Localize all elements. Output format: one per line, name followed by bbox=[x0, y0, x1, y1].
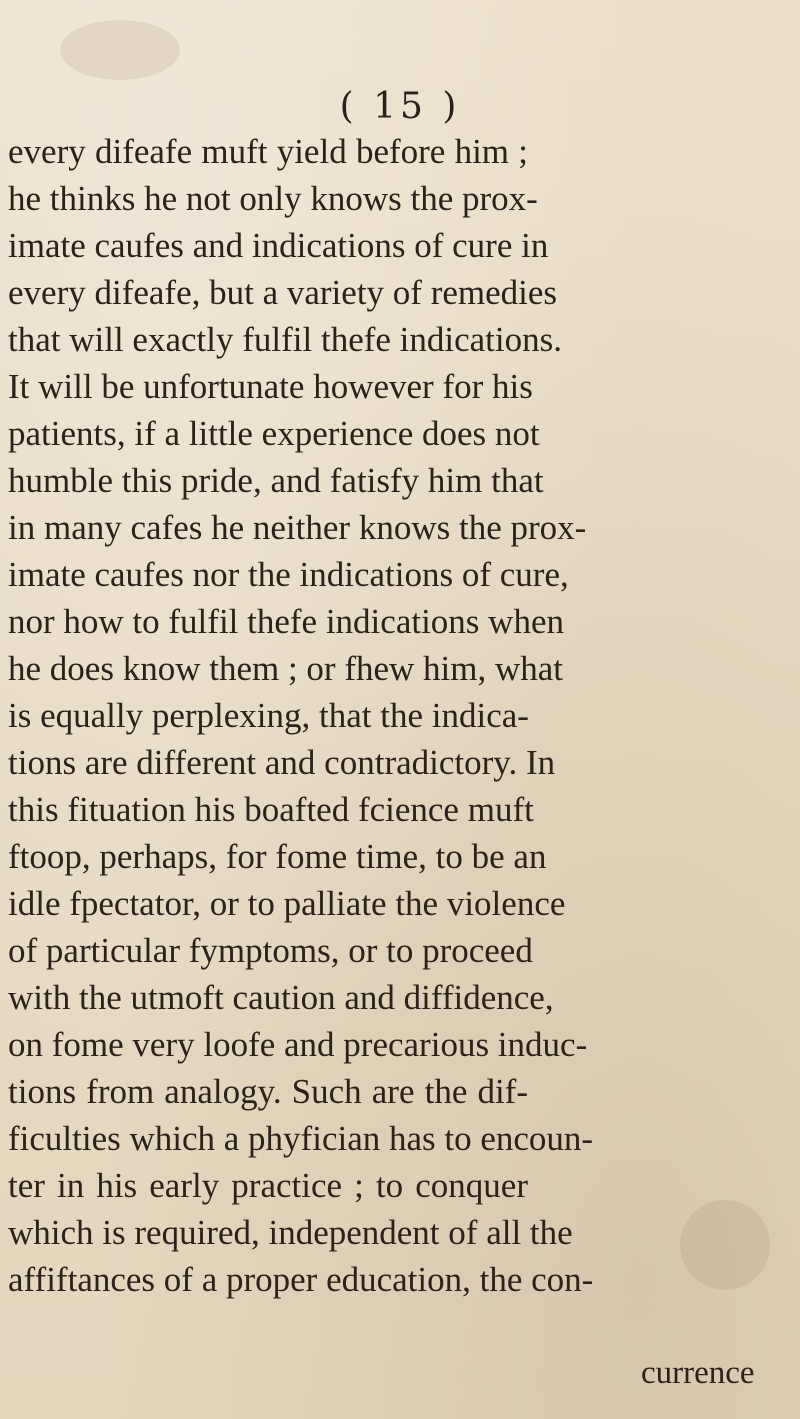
text-line: he thinks he not only knows the prox- bbox=[8, 179, 538, 218]
text-line: ficulties which a phyfician has to encoun- bbox=[8, 1119, 594, 1158]
text-line: that will exactly fulfil thefe indications. bbox=[8, 320, 563, 359]
text-line: every difeafe, but a variety of remedies bbox=[8, 273, 558, 312]
text-line: humble this pride, and fatisfy him that bbox=[8, 461, 544, 500]
text-line: imate caufes nor the indications of cure, bbox=[8, 555, 569, 594]
catchword: currence bbox=[641, 1355, 755, 1391]
text-line: It will be unfortunate however for his bbox=[8, 367, 533, 406]
text-line: which is required, independent of all the bbox=[8, 1213, 573, 1252]
text-line: in many cafes he neither knows the prox- bbox=[8, 508, 587, 547]
text-line: patients, if a little experience does not bbox=[8, 414, 540, 453]
text-line: ter in his early practice ; to conquer bbox=[8, 1166, 528, 1205]
text-line: tions from analogy. Such are the dif- bbox=[8, 1072, 528, 1111]
text-line: is equally perplexing, that the indica- bbox=[8, 696, 529, 735]
text-line: imate caufes and indications of cure in bbox=[8, 226, 549, 265]
text-line: this fituation his boafted fcience muft bbox=[8, 790, 534, 829]
text-line: with the utmoft caution and diffidence, bbox=[8, 978, 554, 1017]
text-line: tions are different and contradictory. In bbox=[8, 743, 556, 782]
paper-stain bbox=[60, 20, 180, 80]
text-line: every difeafe muft yield before him ; bbox=[8, 132, 528, 171]
text-line: on fome very loofe and precarious induc- bbox=[8, 1025, 588, 1064]
text-line: of particular fymptoms, or to proceed bbox=[8, 931, 533, 970]
text-line: affiftances of a proper education, the con- bbox=[8, 1260, 594, 1299]
text-line: idle fpectator, or to palliate the violence bbox=[8, 884, 566, 923]
text-line: nor how to fulfil thefe indications when bbox=[8, 602, 564, 641]
text-line: he does know them ; or fhew him, what bbox=[8, 649, 564, 688]
page-number: ( 15 ) bbox=[339, 86, 461, 127]
paper-stain bbox=[680, 1200, 770, 1290]
text-line: ftoop, perhaps, for fome time, to be an bbox=[8, 837, 547, 876]
